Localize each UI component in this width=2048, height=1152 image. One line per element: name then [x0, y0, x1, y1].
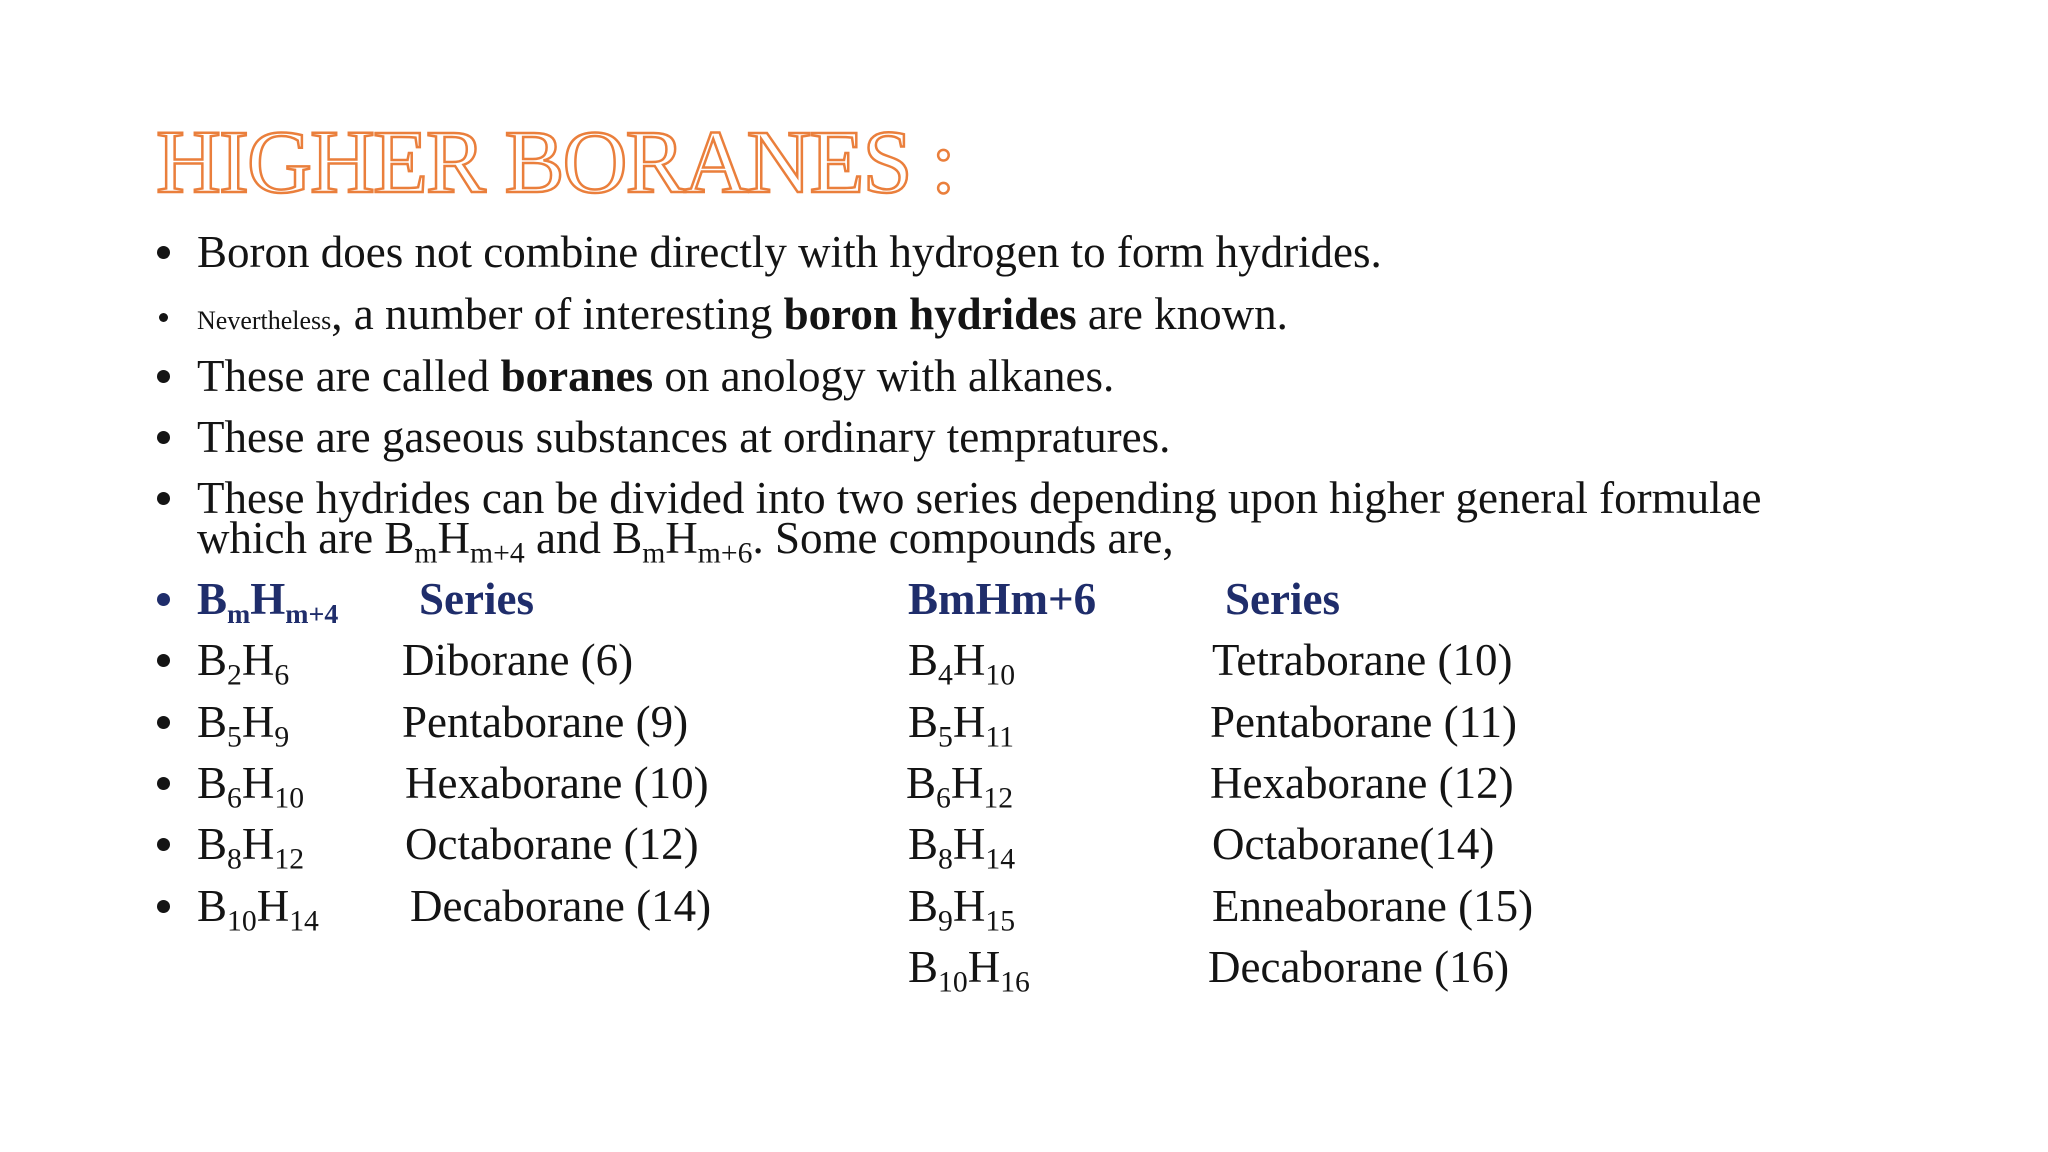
right-series-name-3: Hexaborane (12) — [1210, 758, 1514, 808]
bullet-text-5-line2: which are $B_mH_{m+4}$ and $B_mH_{m+6}$. Some compounds are, — [197, 513, 1174, 570]
left-series-name-3: Hexaborane (10) — [405, 758, 709, 808]
right-series-name-5: Enneaborane (15) — [1212, 881, 1534, 931]
bullet-dot — [159, 313, 168, 322]
left-series-name-1: Diborane (6) — [402, 635, 634, 685]
bullet-text-4: These are gaseous substances at ordinary tempratures. — [197, 412, 1171, 462]
bullet-text-5-line1: These hydrides can be divided into two series depending upon higher general formulae — [197, 473, 1762, 523]
bullet-text-3: These are called boranes on anology with alkanes. — [197, 351, 1115, 401]
bullet-text-1: Boron does not combine directly with hydrogen to form hydrides. — [197, 227, 1382, 277]
bullet-dot — [157, 716, 170, 729]
left-series-formula-2: $B_5H_9$ — [197, 697, 290, 754]
right-series-label: Series — [1225, 574, 1340, 624]
bullet-dot — [157, 593, 170, 606]
left-series-formula: $B_mH_{m+4}$ — [197, 574, 339, 630]
right-series-formula-1: $B_4H_{10}$ — [908, 635, 1016, 692]
right-series-formula-2: $B_5H_{11}$ — [908, 697, 1014, 754]
bullet-dot — [157, 838, 170, 851]
left-series-formula-3: $B_6H_{10}$ — [197, 758, 305, 815]
right-series-name-1: Tetraborane (10) — [1212, 635, 1513, 685]
right-series-formula-3: $B_6H_{12}$ — [906, 758, 1014, 815]
bullet-text-2: Nevertheless, a number of interesting boron hydrides are known. — [197, 289, 1288, 339]
left-series-name-4: Octaborane (12) — [405, 819, 699, 869]
left-series-name-5: Decaborane (14) — [410, 881, 712, 931]
left-series-name-2: Pentaborane (9) — [402, 697, 689, 747]
right-series-formula-5: $B_9H_{15}$ — [908, 881, 1016, 938]
bullet-dot — [157, 246, 170, 259]
bullet-dot — [157, 900, 170, 913]
left-series-formula-5: $B_{10}H_{14}$ — [197, 881, 319, 938]
right-series-formula: BmHm+6 — [908, 574, 1097, 624]
left-series-formula-1: $B_2H_6$ — [197, 635, 290, 692]
right-series-name-2: Pentaborane (11) — [1210, 697, 1517, 747]
bullet-dot — [157, 431, 170, 444]
bullet-dot — [157, 777, 170, 790]
bullet-dot — [157, 654, 170, 667]
right-series-formula-6: $B_{10}H_{16}$ — [908, 942, 1030, 999]
left-series-formula-4: $B_8H_{12}$ — [197, 819, 305, 876]
right-series-name-6: Decaborane (16) — [1208, 942, 1510, 992]
right-series-formula-4: $B_8H_{14}$ — [908, 819, 1016, 876]
bullet-dot — [157, 492, 170, 505]
slide-title: HIGHER BORANES : — [156, 113, 955, 212]
right-series-name-4: Octaborane(14) — [1212, 819, 1495, 869]
left-series-label: Series — [419, 574, 534, 624]
bullet-dot — [157, 370, 170, 383]
